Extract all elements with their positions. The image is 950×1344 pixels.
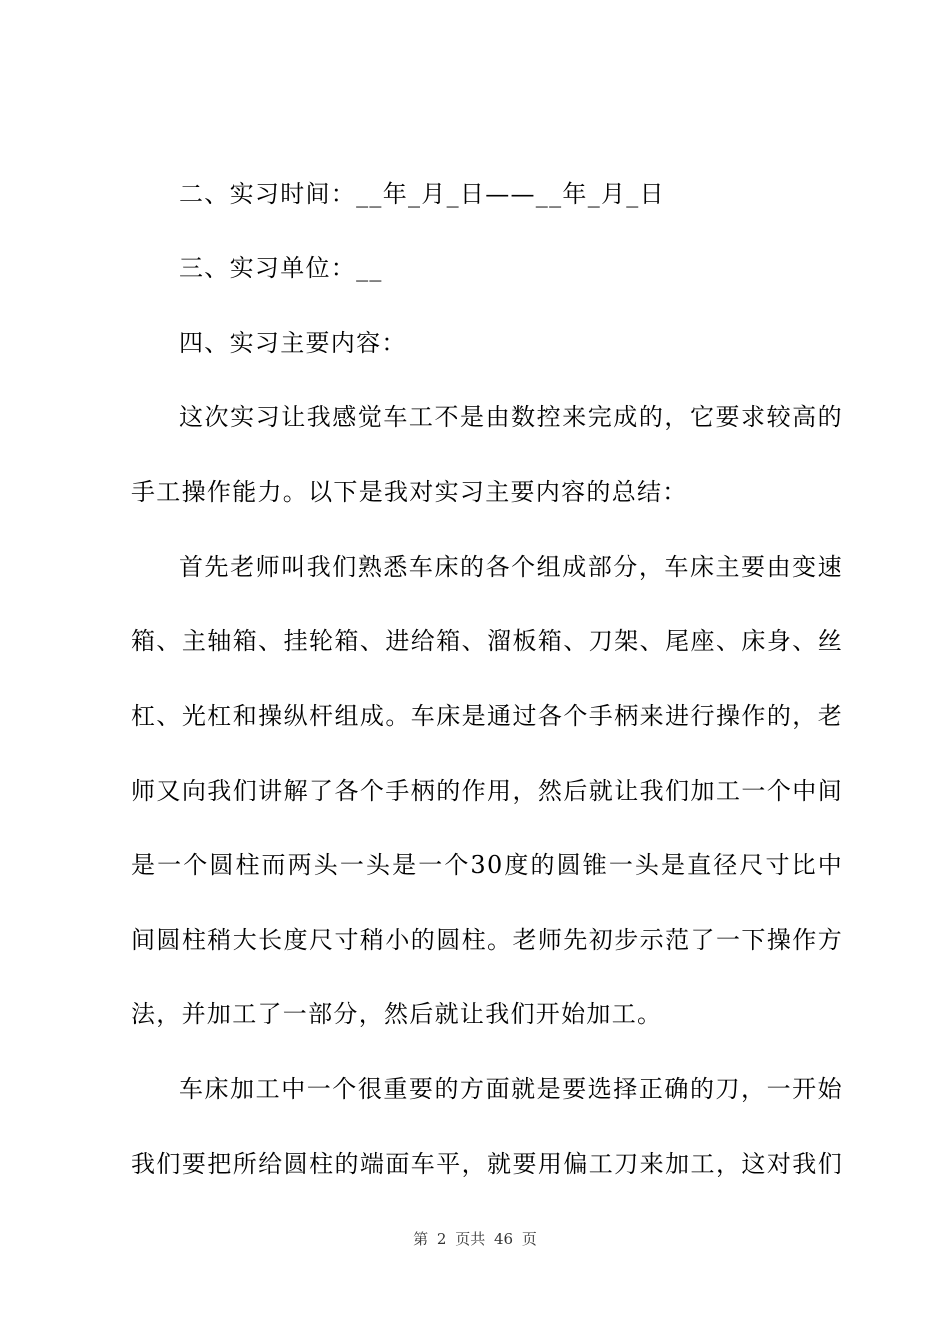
paragraph-1-line-1: 这次实习让我感觉车工不是由数控来完成的，它要求较高的 — [179, 403, 843, 431]
heading-internship-unit: 三、实习单位：__ — [179, 254, 383, 282]
paragraph-2-line-5: 是一个圆柱而两头一头是一个30度的圆锥一头是直径尺寸比中 — [131, 851, 843, 879]
heading-internship-content: 四、实习主要内容： — [179, 329, 407, 357]
paragraph-3-line-2: 我们要把所给圆柱的端面车平，就要用偏工刀来加工，这对我们 — [131, 1150, 843, 1178]
paragraph-1-line-2: 手工操作能力。以下是我对实习主要内容的总结： — [131, 478, 688, 506]
paragraph-3-line-1: 车床加工中一个很重要的方面就是要选择正确的刀，一开始 — [179, 1075, 843, 1103]
paragraph-2-line-2: 箱、主轴箱、挂轮箱、进给箱、溜板箱、刀架、尾座、床身、丝 — [131, 627, 843, 655]
paragraph-2-line-3: 杠、光杠和操纵杆组成。车床是通过各个手柄来进行操作的，老 — [131, 702, 843, 730]
heading-internship-time: 二、实习时间：__年_月_日——__年_月_日 — [179, 180, 665, 208]
paragraph-2-line-4: 师又向我们讲解了各个手柄的作用，然后就让我们加工一个中间 — [131, 777, 843, 805]
paragraph-2-line-1: 首先老师叫我们熟悉车床的各个组成部分，车床主要由变速 — [179, 553, 843, 581]
page-number-footer: 第 2 页共 46 页 — [413, 1230, 537, 1248]
paragraph-2-line-7: 法，并加工了一部分，然后就让我们开始加工。 — [131, 1000, 663, 1028]
paragraph-2-line-6: 间圆柱稍大长度尺寸稍小的圆柱。老师先初步示范了一下操作方 — [131, 926, 843, 954]
